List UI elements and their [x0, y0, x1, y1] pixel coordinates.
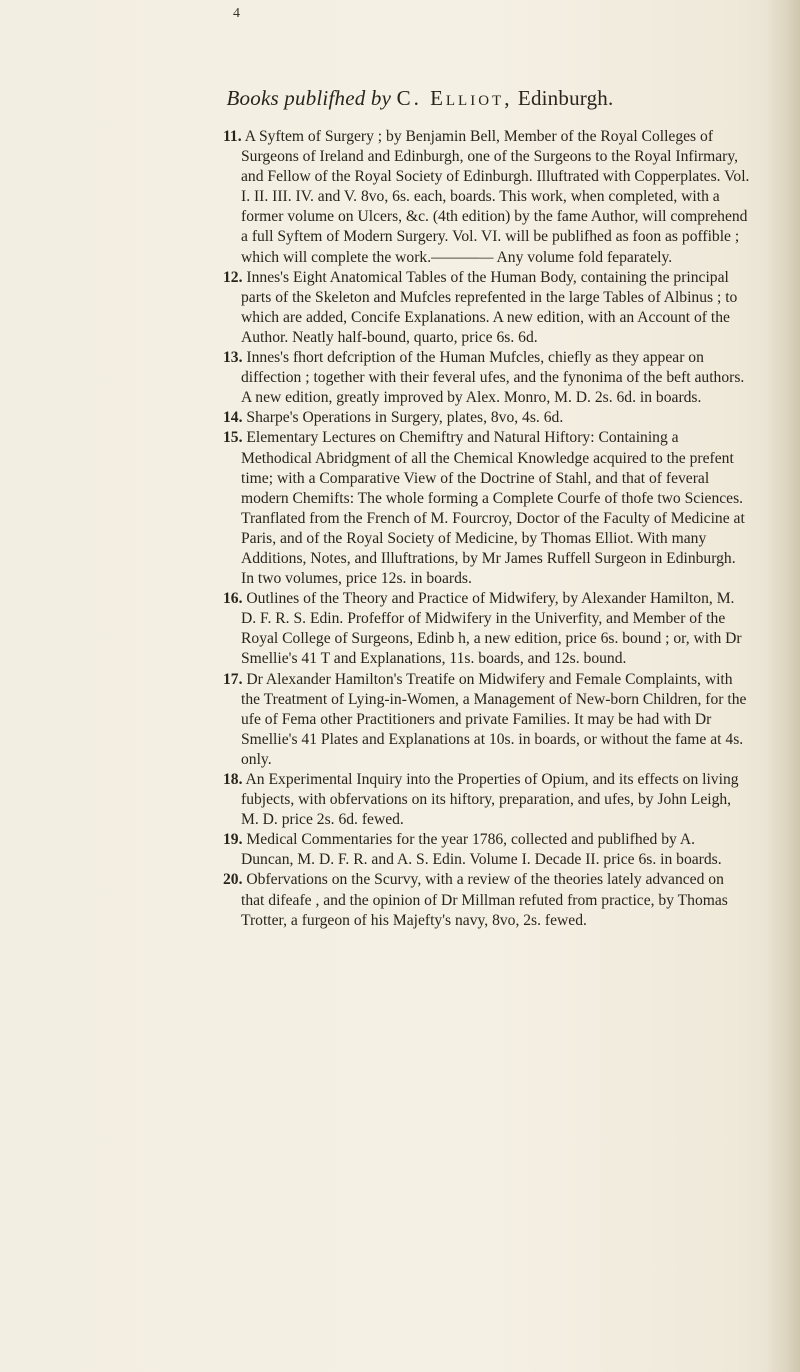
book-entry: [223, 670, 751, 770]
page-header: [0, 86, 800, 111]
entry-number: 11.: [223, 128, 242, 145]
entry-number: 14.: [223, 409, 243, 427]
entry-number: 20.: [223, 871, 243, 889]
entry-text: An Experimental Inquiry into the Properties of Opium, and its effects on living fubjects, with obfervations on its hiftory, preparation, and ufes, by John Leigh, M. D. price 2s. 6d. fewed.: [241, 771, 739, 829]
book-entry: [223, 408, 751, 428]
header-place: Edinburgh.: [517, 86, 614, 110]
entry-number: 18.: [223, 771, 243, 788]
entry-number: 19.: [223, 831, 243, 849]
entry-text: Sharpe's Operations in Surgery, plates, 8vo, 4s. 6d.: [246, 409, 564, 427]
book-list: [223, 127, 751, 931]
entry-text: Outlines of the Theory and Practice of Midwifery, by Alexander Hamilton, M. D. F. R. S. Edin. Profeffor of Midwifery in the Univerfity, and Member of the Royal College of Surgeons, Edinb h, a new edition, price 6s. bound ; or, with Dr Smellie's 41 T and Explanations, 11s. boards, and 12s. bound.: [241, 590, 742, 668]
entry-number: 17.: [223, 670, 243, 688]
page-mark: 4: [233, 6, 240, 21]
entry-text: Dr Alexander Hamilton's Treatife on Midwifery and Female Complaints, with the Treatment of Lying-in-Women, a Management of New-born Children, for the ufe of Fema other Practitioners and private Families. It may be had with Dr Smellie's 41 Plates and Explanations at 10s. in boards, or without the fame at 4s. only.: [241, 670, 747, 768]
entry-number: 16.: [223, 590, 243, 608]
book-entry: [223, 348, 751, 408]
header-publisher: C. Elliot,: [396, 86, 513, 110]
entry-text: Elementary Lectures on Chemiftry and Natural Hiftory: Containing a Methodical Abridgment of all the Chemical Knowledge acquired to the prefent time; with a Comparative View of the Doctrine of Stahl, and that of feveral modern Chemifts: The whole forming a Complete Courfe of thofe two Sciences. Tranflated from the French of M. Fourcroy, Doctor of the Faculty of Medicine at Paris, and of the Royal Society of Medicine, by Thomas Elliot. With many Additions, Notes, and Illuftrations, by Mr James Ruffell Surgeon in Edinburgh. In two volumes, price 12s. in boards.: [241, 429, 745, 588]
entry-text: Medical Commentaries for the year 1786, collected and publifhed by A. Duncan, M. D. F. R. and A. S. Edin. Volume I. Decade II. price 6s. in boards.: [241, 831, 722, 869]
book-entry: [223, 589, 751, 669]
entry-text: Obfervations on the Scurvy, with a review of the theories lately advanced on that difeafe , and the opinion of Dr Millman refuted from practice, by Thomas Trotter, a furgeon of his Majefty's navy, 8vo, 2s. fewed.: [241, 871, 728, 929]
header-prefix: Books publifhed by: [226, 86, 392, 110]
book-entry: [223, 428, 751, 589]
entry-text: Innes's Eight Anatomical Tables of the Human Body, containing the principal parts of the Skeleton and Mufcles reprefented in the large Tables of Albinus ; to which are added, Concife Explanations. A new edition, with an Account of the Author. Neatly half-bound, quarto, price 6s. 6d.: [241, 268, 738, 346]
book-entry: [223, 870, 751, 930]
entry-text: A Syftem of Surgery ; by Benjamin Bell, Member of the Royal Colleges of Surgeons of Ireland and Edinburgh, one of the Surgeons to the Royal Infirmary, and Fellow of the Royal Society of Edinburgh. Illuftrated with Copperplates. Vol. I. II. III. IV. and V. 8vo, 6s. each, boards. This work, when completed, with a former volume on Ulcers, &c. (4th edition) by the fame Author, will comprehend a full Syftem of Modern Surgery. Vol. VI. will be publifhed as foon as poffible ; which will complete the work.———— Any volume fold feparately.: [241, 128, 750, 266]
page-edge-shadow: [766, 0, 800, 1372]
entry-number: 15.: [223, 429, 243, 447]
book-entry: [223, 770, 751, 830]
entry-number: 12.: [223, 268, 243, 286]
entry-number: 13.: [223, 349, 243, 367]
book-entry: [223, 127, 751, 268]
entry-text: Innes's fhort defcription of the Human Mufcles, chiefly as they appear on diffection ; together with their feveral ufes, and the fynonima of the beft authors. A new edition, greatly improved by Alex. Monro, M. D. 2s. 6d. in boards.: [241, 349, 745, 407]
book-entry: [223, 268, 751, 348]
book-entry: [223, 830, 751, 870]
